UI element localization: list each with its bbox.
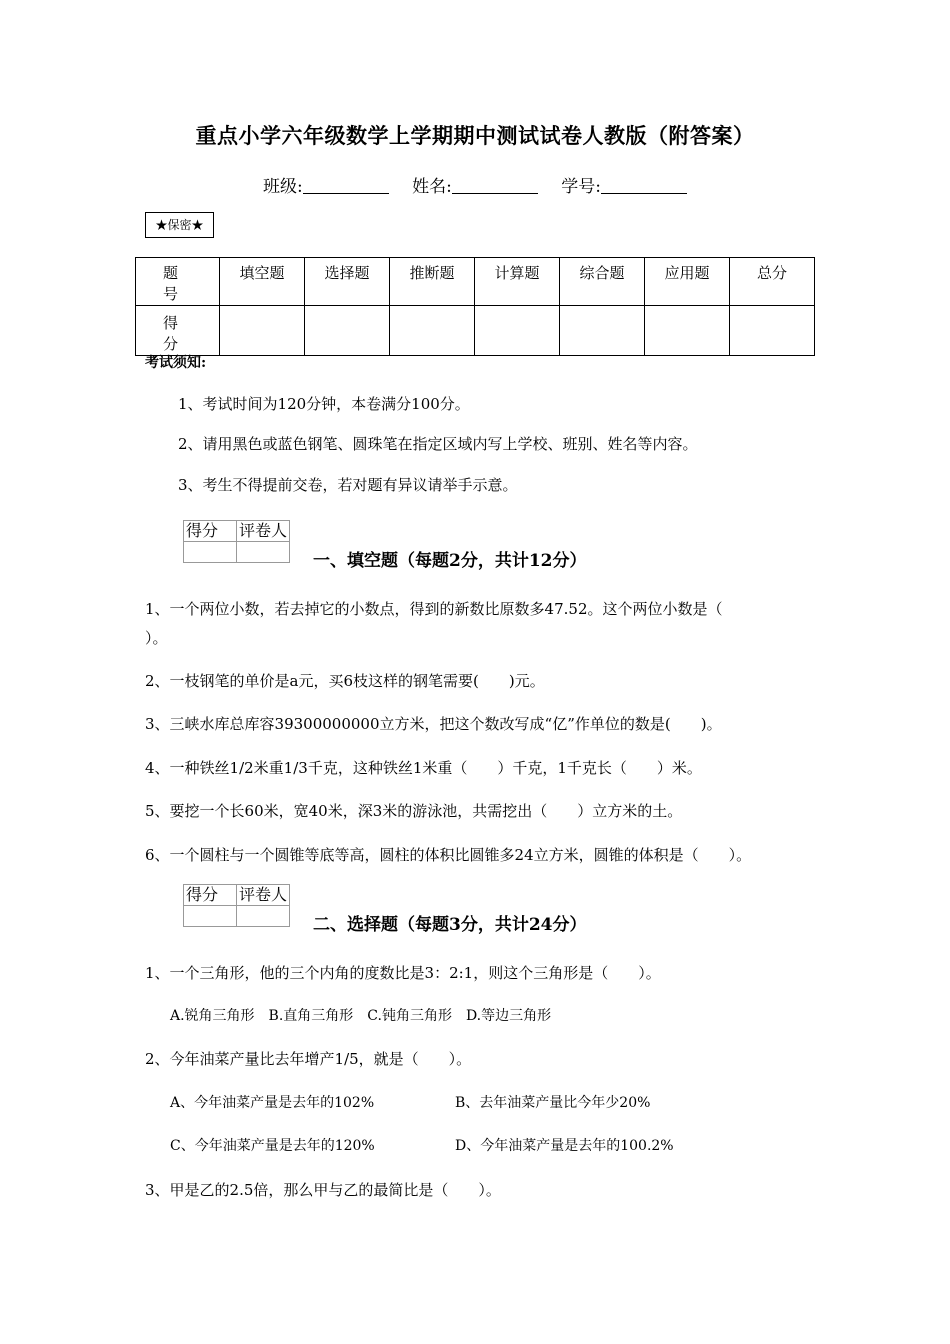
header-cell-question-no: 题 号 (136, 258, 220, 306)
class-label: 班级: (262, 177, 303, 197)
header-cell-application: 应用题 (645, 258, 730, 306)
question-item: 4、一种铁丝1/2米重1/3千克，这种铁丝1米重（ ）千克，1千克长（ ）米。 (145, 759, 702, 777)
score-cell[interactable] (560, 306, 645, 356)
question-item-continued: ）。 (145, 629, 168, 647)
score-row-label: 得 分 (136, 306, 220, 356)
question-item: 3、甲是乙的2.5倍，那么甲与乙的最简比是（ ）。 (145, 1181, 501, 1199)
choice-option-b: B、去年油菜产量比今年少20% (455, 1095, 651, 1111)
grader-name-cell[interactable] (237, 906, 290, 927)
header-cell-calculation: 计算题 (475, 258, 560, 306)
score-cell[interactable] (475, 306, 560, 356)
score-table-score-row (136, 306, 815, 356)
grader-name-cell[interactable] (237, 542, 290, 563)
grader-score-cell[interactable] (184, 906, 237, 927)
notice-item: 3、考生不得提前交卷，若对题有异议请举手示意。 (178, 476, 518, 494)
class-blank[interactable] (303, 177, 389, 194)
question-item: 1、一个两位小数，若去掉它的小数点，得到的新数比原数多47.52。这个两位小数是（ (145, 600, 723, 618)
notice-item: 1、考试时间为120分钟，本卷满分100分。 (178, 395, 470, 413)
grader-box (183, 884, 290, 927)
header-cell-choice: 选择题 (305, 258, 390, 306)
grader-score-label: 得分 (184, 885, 237, 906)
question-item: 1、一个三角形，他的三个内角的度数比是3：2:1，则这个三角形是（ ）。 (145, 964, 661, 982)
grader-score-cell[interactable] (184, 542, 237, 563)
question-item: 3、三峡水库总库容39300000000立方米，把这个数改写成“亿”作单位的数是( )。 (145, 715, 722, 733)
choice-option-d: D、今年油菜产量是去年的100.2% (455, 1138, 674, 1154)
grader-box (183, 520, 290, 563)
score-cell[interactable] (645, 306, 730, 356)
header-cell-comprehensive: 综合题 (560, 258, 645, 306)
section-title-choice: 二、选择题（每题3分，共计24分） (313, 915, 587, 935)
score-cell[interactable] (730, 306, 815, 356)
header-cell-fill-blank: 填空题 (220, 258, 305, 306)
grader-name-label: 评卷人 (237, 521, 290, 542)
name-blank[interactable] (452, 177, 538, 194)
student-info-line (0, 172, 950, 197)
choice-options: A.锐角三角形 B.直角三角形 C.钝角三角形 D.等边三角形 (170, 1008, 552, 1024)
student-id-label: 学号: (561, 177, 601, 197)
name-label: 姓名: (412, 177, 452, 197)
notice-title: 考试须知: (145, 355, 207, 371)
grader-name-label: 评卷人 (237, 885, 290, 906)
header-cell-judgment: 推断题 (390, 258, 475, 306)
grader-score-label: 得分 (184, 521, 237, 542)
score-table-header-row (136, 258, 815, 306)
question-item: 5、要挖一个长60米，宽40米，深3米的游泳池，共需挖出（ ）立方米的土。 (145, 802, 683, 820)
confidential-stamp: ★保密★ (145, 212, 214, 238)
section-title-fill-blank: 一、填空题（每题2分，共计12分） (313, 551, 587, 571)
header-cell-total: 总分 (730, 258, 815, 306)
choice-option-a: A、今年油菜产量是去年的102% (170, 1095, 375, 1111)
score-cell[interactable] (390, 306, 475, 356)
choice-option-c: C、今年油菜产量是去年的120% (170, 1138, 375, 1154)
score-table (135, 257, 815, 356)
score-cell[interactable] (220, 306, 305, 356)
score-cell[interactable] (305, 306, 390, 356)
student-id-blank[interactable] (601, 177, 687, 194)
page-title: 重点小学六年级数学上学期期中测试试卷人教版（附答案） (195, 123, 755, 148)
notice-item: 2、请用黑色或蓝色钢笔、圆珠笔在指定区域内写上学校、班别、姓名等内容。 (178, 435, 698, 453)
question-item: 2、一枝钢笔的单价是a元，买6枝这样的钢笔需要( )元。 (145, 672, 545, 690)
question-item: 6、一个圆柱与一个圆锥等底等高，圆柱的体积比圆锥多24立方米，圆锥的体积是（ ）。 (145, 846, 752, 864)
question-item: 2、今年油菜产量比去年增产1/5，就是（ ）。 (145, 1050, 472, 1068)
